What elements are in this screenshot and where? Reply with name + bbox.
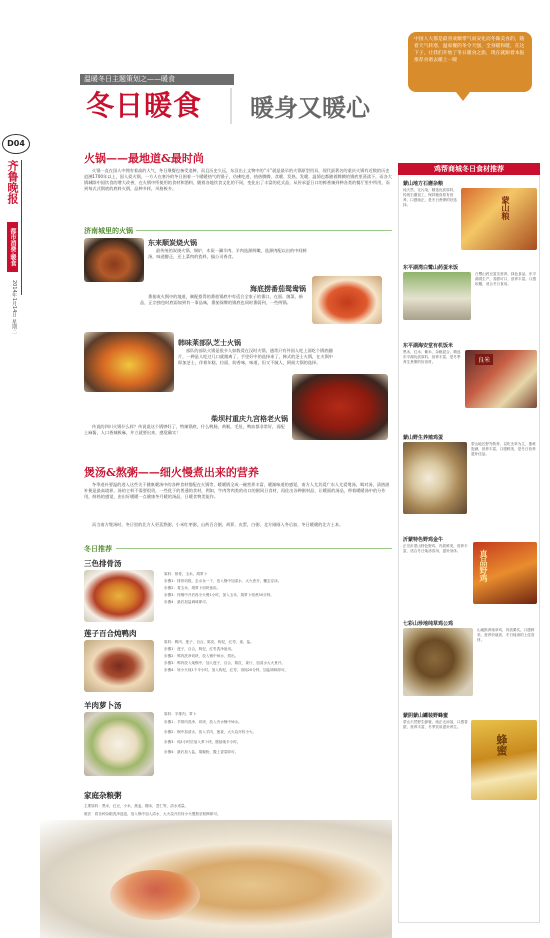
sidebar-item-name: 蒙山地方石磨杂粮 [403,181,444,187]
shop-4 [84,414,288,450]
sidebar-item-desc: 蒙山地区野外散养，以吃虫草为主，蛋黄饱满，营养丰富，口感鲜美，是冬日营养滋补佳品。 [471,442,536,456]
recipe-1 [84,558,392,624]
recipe-step-2: 步骤2：鸭肉洗净切块，放入锅中焯水，捞出。 [164,654,239,658]
product-box-label: 蒙山粮 [501,196,511,220]
shop-name: 韩味莱部队芝士火锅 [178,338,241,347]
shop-name: 柴坝村重庆九宫格老火锅 [211,414,288,423]
sidebar-item-desc: 纯天然，无污染，精选优质原料，传统石磨加工，保持粮食原有营养，口感纯正，是冬日煮粥的好选择。 [403,188,457,207]
sidebar-item-desc: 正宗沂蒙山特色野鸡，肉质鲜美，营养丰富，适合冬日炖汤食用，滋补身体。 [403,544,468,553]
shop-name: 海底捞番茄鸳鸯锅 [250,284,306,293]
recipe-2 [84,628,392,694]
sidebar-item-name: 东平湖海安堂有机饭米 [403,343,454,349]
recipe-step-4: 步骤4：最后加入盐，胡椒粉，撒上香菜即可。 [164,750,239,754]
sidebar-item [403,180,537,260]
newspaper-logo: 齐鲁晚报 [6,160,19,204]
recipe-photo [84,640,154,692]
shop-name: 东来顺炭烧火锅 [148,238,197,247]
recipe-step-2: 步骤2：锅中加清水，放入羊肉，葱姜，大火烧开转小火。 [164,730,257,734]
recipe-step-3: 步骤3：鸭肉放入炖锅中，加入莲子，百合，陈皮，姜片，加清水大火煮开。 [164,661,285,665]
product-pheasant-label: 真品野鸡 [479,550,489,582]
recipe-step-3: 步骤3：待锅中开后再小火煲1小时，加入玉米，胡萝卜再煮30分钟。 [164,593,274,597]
sidebar-item [403,712,537,812]
hotpot-photo-copper [84,238,144,282]
sidebar-item [403,434,537,530]
sidebar-item [403,264,537,340]
product-photo-honey [471,720,537,800]
product-photo-pheasant-box [473,542,537,604]
recipe-name: 莲子百合炖鸭肉 [84,629,137,638]
recipe-step-2: 步骤2：将玉米，胡萝卜切块备用。 [164,586,221,590]
banner-callout: 中国人大都是最喜欢顺带气而安化而冬做美食的，随着天气转寒，温家餐的冬令天强，全身暖和暖，在这下子，让我们开始了冬日暖食之旅，现在就跟着本报推荐食谱去暖上一暖 [408,32,532,92]
hotpot-photo-cheese [84,332,174,392]
sub-heading-rule [136,230,392,231]
recipe-ingredients: 原料：羊排肉，萝卜 [164,712,197,716]
sidebar-item-name: 蒙阴蒙山罐装野蜂蜜 [403,713,449,719]
sidebar-item-name: 七彩山珍地纯草鸡公鸡 [403,621,454,627]
bottom-food-photo [40,820,392,938]
product-photo-box [461,188,537,250]
recipe-step-1: 步骤1：莲子，百合，枸杞，红枣洗净备用。 [164,647,235,651]
recipe-ingredients: 原料：鸭肉，莲子，百合，陈皮，枸杞，红枣，姜，盐。 [164,640,254,644]
shop-desc: 传说的四川火锅什么样？传说说这个锅够好了，特辣锅底，什么鸭肠，黄喉，毛肚，鸭血都非常好，再配上麻酱，人口香辣极麻，并立就要出来，感觉确实！ [84,424,285,435]
recipe-name: 三色排骨汤 [84,559,122,568]
hotpot-heading: 火锅——最地道&最时尚 [84,152,204,165]
bottom-photo-bowl [110,870,200,920]
product-photo-bag [403,272,471,320]
sidebar-item-name: 沂蒙特色野鸡金牛 [403,537,444,543]
page-number-badge: D04 [2,134,30,154]
recipe-step-1: 步骤1：羊排肉洗净，切块，放入冷水锅中焯水。 [164,720,242,724]
hotpot-sub-heading: 济南城里的火锅 [84,227,133,235]
shop-desc: 番茄或火锅中的地道，制配搭得的番茄锅底中有适合全家子的番口，在面、菌菜、新品，正宗独包时底雨如到有一事品味，番茄保牌的锅底也同时番弱到，一些两锅。 [140,294,303,305]
shop-2 [140,284,306,332]
recipe-photo [84,712,154,776]
banner-divider [230,88,232,124]
shop-1 [148,238,308,278]
sidebar-item-desc: 黑米，红米，紫米，杂粮混合，精选东平湖优质原料，营养丰富，是冬季养生煮粥的好食材。 [403,350,461,364]
sidebar-item-name: 蒙山野生养殖鸡蛋 [403,435,444,441]
sidebar-item [403,620,537,704]
recipe-photo [84,570,154,622]
callout-tail [456,92,470,101]
shop-desc: 部队的部队火锅是很多人如数爱在汉时火锅，通常只有外国人吃上面吃个锅底翻片，一种是人吃过几口就踏离了，手里好中的选择来了，韩式的芝士火锅，在火锅中即加芝士，伴着年糕，拉面，防香味，味道，但又不腻人，阿候大锅的选择。 [178,348,333,365]
recipes-heading: 冬日推荐 [84,545,112,553]
banner-title: 冬日暖食 [86,89,203,122]
recipe-step-2: 做法：将各种杂粮洗净浸泡，放入锅中加入清水，大火烧开后转小火慢熬至粘稠即可。 [84,812,221,816]
recipe-step-4: 步骤4：转小火炖1个半小时，加入枸杞，红枣，再炖20分钟，加盐调味即可。 [164,668,289,672]
section-tag: 都市消费·暖食 [7,222,18,272]
recipe-name: 家庭杂粮粥 [84,791,122,800]
sidebar-item-name: 东平湖湾白鹭山药蛋米饭 [403,265,459,271]
product-photo-eggs [403,442,467,514]
sidebar-item [403,536,537,612]
sidebar-item-desc: 蒙山天然野生蜂蜜，纯正无添加，口感香甜，营养丰富，冬季饮用滋补养生。 [403,720,468,729]
banner-subtitle: 温暖冬日主题策划之——暖食 [80,74,234,85]
shop-desc: 最传统的炭烧火锅，铜炉，木炭一涮羊肉，羊肉选源鲜嫩，选源肉配以出的中间鲜汤，味道醇正，还上菜肉的瓷料，搞公司香食。 [148,248,307,259]
product-photo-chicken [403,628,473,696]
recipe-step-1: 步骤1：排骨切段，去水汆一下，放入锅中加清水，大火煮开，撇去浮沫。 [164,579,282,583]
recipe-step-4: 步骤4：最后加盐调味即可。 [164,600,210,604]
product-rice-label: 良米 [475,354,493,365]
hotpot-intro: 火锅一直在国人中拥有着高的人气，冬日聚餐也备受追捧，而且历史久远，东汉出土文物中的“斗”就是最早的火锅原型用具，现代最著名的重庆火锅有近数的历史追溯1700年以上，国人爱火锅，一方人在寒冷的冬日围着一个暖暖热气的锅子，仿佛吃进、热热腾腾、食暖、发热、发暖，温情也都随着腾腾的锅底里荡漾下，而各大锅城除中国饮食的增大改善，在火锅中所使用的食材和酒料，随着各地饮食文化的不同，变化出了丰富的花式品，从传承夏日口的鲜香辣到种各类的餐厅里中所用，而到每式式锅底的底料火锅，品种多样，风格极多。 [84,168,392,191]
sidebar-item-desc: 白鹭山药豆富含营养，绿色食品，东平湖湾生产，香甜可口，营养丰富，口感软糯，适合冬日食用。 [475,272,537,286]
soups-heading: 煲汤&熬粥——细火慢煮出来的营养 [84,466,259,479]
sidebar-heading: 鸡帮商城冬日食材推荐 [398,163,540,175]
soups-intro: 冬季进补要温的进入这些关于健康暖汤中的各种食材搭配在火锅等，暖暖锅全成一碗营养丰富，暖渐味道的感觉，南方人尤其爱广东人尤爱煲汤，喝对汤，清热滋补便是最高境界，汤的主料不需要很贵，一些优于的普通的食材，例如，牛肉等肉类的动口的粥同日食材，再佐出各种粥材品，让暖面的汤品，带着暖暖汤中的分作用，鲜热的感觉，由出好暖暖一点健康冬月暖的汤品，日暖食物美能作。 [84,482,390,499]
issue-date: 2014年1月14日 星期二 [11,280,17,334]
recipe-ingredients: 原料：排骨，玉米，胡萝卜 [164,572,208,576]
recipe-step-1: 主要原料：黑米，红豆，小米，燕麦，糯米，薏仁等，清水适量。 [84,804,189,808]
left-rail [0,0,24,938]
sidebar-item-desc: 山地散养纯草鸡，肉质紧实，口感鲜美，营养价值高，冬日炖汤的上佳食材。 [477,628,535,642]
product-honey-label: 蜂蜜 [495,734,508,756]
rail-divider [21,160,22,295]
sidebar-item [403,342,537,432]
shop-3 [178,338,334,384]
recipe-3 [84,700,392,780]
recipes-rule [116,548,392,549]
sidebar [398,163,540,923]
recipe-step-3: 步骤3：炖1小时后加入萝卜块，继续炖半小时。 [164,740,241,744]
recipe-name: 羊肉萝卜汤 [84,701,122,710]
soups-intro-2: 而当南方煲汤时，冬日里的北方人更喜熬粥，小米红枣粥，山药百合粥，胡萝，皮蛋，白粥，北方刚刚入冬后加，冬日暖暖的北方土本。 [92,522,344,527]
banner-title-secondary: 暖身又暖心 [250,93,370,122]
hotpot-photo-tomato [312,276,382,324]
product-photo-rice [465,350,537,408]
